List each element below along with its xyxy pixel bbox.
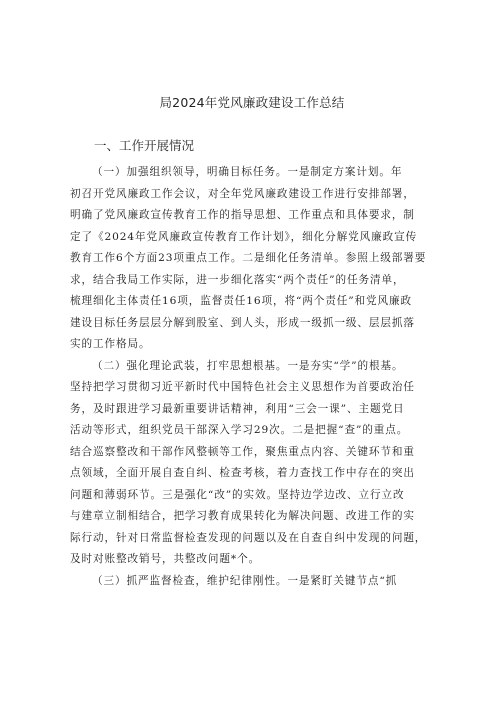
document-body [70, 162, 434, 592]
document-title: 局2024年党风廉政建设工作总结 [159, 95, 345, 110]
paragraph-line: 教育工作6个方面23项重点工作。二是细化任务清单。参照上级部署要 [70, 252, 427, 264]
paragraph-line: 活动等形式，组织党员干部深入学习29次。二是把握“查”的重点。 [70, 424, 409, 436]
paragraph-line: 结合巡察整改和干部作风整顿等工作，聚焦重点内容、关键环节和重 [70, 445, 415, 458]
paragraph-line: 实的工作格局。 [70, 338, 151, 350]
paragraph-line: （三）抓严监督检查，维护纪律刚性。一是紧盯关键节点“抓 [92, 574, 398, 587]
paragraph-line: 初召开党风廉政工作会议，对全年党风廉政建设工作进行安排部署， [70, 187, 415, 200]
body-paragraph [70, 356, 434, 571]
paragraph-line: 明确了党风廉政宣传教育工作的指导思想、工作重点和具体要求，制 [70, 209, 415, 221]
paragraph-line: 问题和薄弱环节。三是强化“改”的实效。坚持边学边改、立行立改 [70, 488, 405, 501]
paragraph-line: 际行动，针对日常监督检查发现的问题以及在自查自纠中发现的问题， [70, 531, 427, 544]
paragraph-line: 坚持把学习贯彻习近平新时代中国特色社会主义思想作为首要政治任 [70, 381, 415, 393]
body-paragraph [70, 571, 434, 593]
section-heading: 一、工作开展情况 [94, 138, 195, 153]
paragraph-line: 定了《2024年党风廉政宣传教育工作计划》，细化分解党风廉政宣传 [70, 230, 418, 243]
paragraph-line: 求，结合我局工作实际，进一步细化落实“两个责任”的任务清单， [70, 273, 405, 286]
body-paragraph [70, 162, 434, 356]
paragraph-line: （二）强化理论武装，打牢思想根基。一是夯实“学”的根基。 [92, 359, 404, 372]
paragraph-line: （一）加强组织领导，明确目标任务。一是制定方案计划。年 [92, 166, 403, 178]
paragraph-line: 建设目标任务层层分解到股室、到人头，形成一级抓一级、层层抓落 [70, 316, 415, 329]
paragraph-line: 务，及时跟进学习最新重要讲话精神，利用“三会一课”、主题党日 [70, 402, 405, 415]
paragraph-line: 及时对账整改销号，共整改问题*个。 [70, 553, 261, 565]
paragraph-line: 点领域，全面开展自查自纠、检查考核，着力查找工作中存在的突出 [70, 467, 415, 479]
paragraph-line: 梳理细化主体责任16项，监督责任16项，将“两个责任”和党风廉政 [70, 295, 413, 307]
paragraph-line: 与建章立制相结合，把学习教育成果转化为解决问题、改进工作的实 [70, 510, 415, 522]
